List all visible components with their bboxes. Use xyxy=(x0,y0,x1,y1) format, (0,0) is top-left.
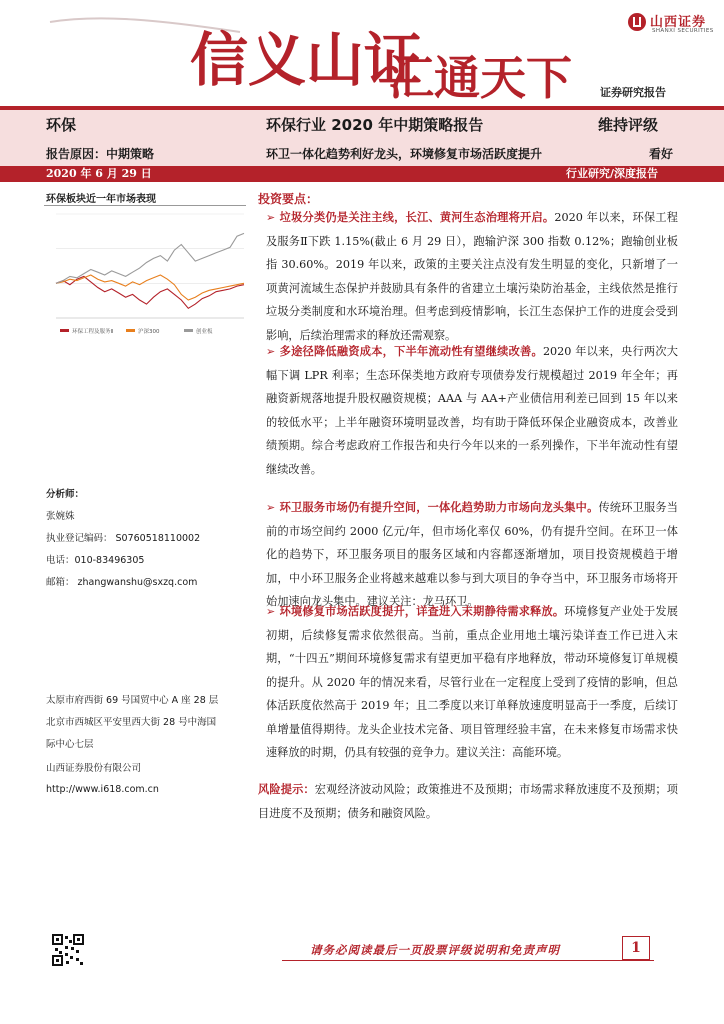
key-point-4-text: 环境修复产业处于发展初期，后续修复需求依然很高。当前，重点企业用地土壤污染详查工作已进入末期，“十四五”期间环境修复需求有望更加平稳有序地释放，带动环境修复订单规模的提升。从 2020 年的情况来看，尽管行业在一定程度上受到了疫情的影响，但总体活跃度依然高于 2019 年；且二季度以来订单释放速度明显高于一季度，后续订单增量值得期待。龙头企业技术完备、项目管理经验丰富，在未来修复市场需求快速释放的时期，仍具有较强的竞争力。建议关注：高能环境。 xyxy=(266,605,678,759)
risk-text: 宏观经济波动风险；政策推进不及预期；市场需求释放速度不及预期；项目进度不及预期；债务和融资风险。 xyxy=(258,783,678,820)
series-line-3 xyxy=(56,233,244,283)
qr-code-icon xyxy=(52,934,84,966)
address-taiyuan: 太原市府西街 69 号国贸中心 A 座 28 层 xyxy=(46,695,219,706)
page-number: 1 xyxy=(622,936,650,960)
key-point-4-lead: 环境修复市场活跃度提升，详查进入末期静待需求释放。 xyxy=(279,605,565,618)
outlook-label: 看好 xyxy=(649,147,674,161)
key-point-2-lead: 多途径降低融资成本，下半年流动性有望继续改善。 xyxy=(279,345,543,358)
report-subtitle: 环卫一体化趋势利好龙头，环境修复市场活跃度提升 xyxy=(266,147,543,161)
risk-warning xyxy=(258,778,678,825)
key-point-2 xyxy=(266,340,678,481)
key-point-3 xyxy=(266,496,678,614)
legend-label-1: 环保工程及服务Ⅱ xyxy=(72,329,114,335)
footer-rule xyxy=(282,960,654,961)
key-points-heading: 投资要点： xyxy=(258,192,319,206)
bullet-arrow-icon: ➢ xyxy=(266,605,276,618)
report-series: 证券研究报告 xyxy=(600,86,666,99)
rating-label: 维持评级 xyxy=(598,116,659,134)
report-title: 环保行业 2020 年中期策略报告 xyxy=(266,116,484,134)
performance-chart xyxy=(38,208,250,340)
analyst-name: 张婉姝 xyxy=(46,511,75,522)
key-point-3-text: 传统环卫服务当前的市场空间约 2000 亿元/年，但市场化率仅 60%，仍有提升空间。在环卫一体化的趋势下，环卫服务项目的服务区域和内容都逐渐增加，项目投资规模趋于增加，中小环卫服务企业将越来越难以参与到大项目的争夺当中，环卫服务市场将开始加速向龙头集中。建议关注：龙马环卫。 xyxy=(266,501,678,608)
report-reason: 报告原因：中期策略 xyxy=(46,147,155,161)
legend-label-2: 沪深300 xyxy=(138,329,160,335)
slogan-text-1: 信义山证 xyxy=(190,26,423,94)
logo-cn: 山西证券 xyxy=(650,15,707,30)
key-point-2-text: 2020 年以来，央行两次大幅下调 LPR 利率；生态环保类地方政府专项债券发行规模超过 2019 年全年；再融资新规落地提升股权融资规模；AAA 与 AA+产业债信用利差已回到 15 年以来的较低水平；上半年融资环境明显改善，均有助于降低环保企业融资成本，改善业绩预期。综合考虑政府工作报告和央行今年以来的一系列操作，下半年流动性有望继续改善。 xyxy=(266,345,678,476)
analyst-email[interactable]: 邮箱： zhangwanshu@sxzq.com xyxy=(46,577,198,588)
key-point-1-text: 2020 年以来，环保工程及服务Ⅱ下跌 1.15%(截止 6 月 29 日），跑输沪深 300 指数 0.12%；跑输创业板指 30.60%。2019 年以来，政策的主要关注点没有发生明显的变化，只新增了一项黄河流域生态保护并鼓励具有条件的省建立土壤污染防治基金，主线依然是推行垃圾分类制度和水环境治理。但考虑到疫情影响，长江生态保护工作的进度会受到影响，后续治理需求的释放还需观察。 xyxy=(266,211,678,342)
footer-disclaimer: 请务必阅读最后一页股票评级说明和免责声明 xyxy=(310,943,560,957)
analyst-heading: 分析师： xyxy=(46,489,85,500)
bullet-arrow-icon: ➢ xyxy=(266,345,276,358)
address-beijing-line1: 北京市西城区平安里西大街 28 号中海国 xyxy=(46,717,217,728)
series-line-2 xyxy=(56,275,244,300)
key-point-4 xyxy=(266,600,678,765)
bullet-arrow-icon: ➢ xyxy=(266,211,276,224)
key-point-1-lead: 垃圾分类仍是关注主线，长江、黄河生态治理将开启。 xyxy=(279,211,555,224)
series-line-1 xyxy=(56,276,244,308)
chart-lines xyxy=(56,233,244,308)
slogan-banner xyxy=(40,14,600,110)
address-beijing-line2: 际中心七层 xyxy=(46,739,94,750)
company-logo xyxy=(622,8,722,40)
legend-swatch-3 xyxy=(184,329,193,332)
chart-title: 环保板块近一年市场表现 xyxy=(46,194,156,205)
slogan-text-2: 汇通天下 xyxy=(388,51,572,105)
key-point-1 xyxy=(266,206,678,347)
analyst-phone: 电话：010-83496305 xyxy=(46,555,145,566)
risk-lead: 风险提示： xyxy=(258,783,315,796)
legend-label-3: 创业板 xyxy=(196,329,213,335)
chart-title-rule xyxy=(44,205,246,206)
industry-label: 环保 xyxy=(46,116,77,134)
analyst-cert: 执业登记编码： S0760518110002 xyxy=(46,533,201,544)
key-point-3-lead: 环卫服务市场仍有提升空间，一体化趋势助力市场向龙头集中。 xyxy=(279,501,599,514)
report-type: 行业研究/深度报告 xyxy=(566,167,659,180)
company-name: 山西证券股份有限公司 xyxy=(46,763,142,774)
company-website[interactable]: http://www.i618.com.cn xyxy=(46,784,159,795)
report-date: 2020 年 6 月 29 日 xyxy=(46,167,152,180)
logo-en: SHANXI SECURITIES xyxy=(652,28,714,34)
legend-swatch-2 xyxy=(126,329,135,332)
chart-grid xyxy=(56,214,244,318)
bullet-arrow-icon: ➢ xyxy=(266,501,276,514)
logo-mark-icon xyxy=(628,13,646,31)
chart-legend xyxy=(60,327,213,335)
legend-swatch-1 xyxy=(60,329,69,332)
